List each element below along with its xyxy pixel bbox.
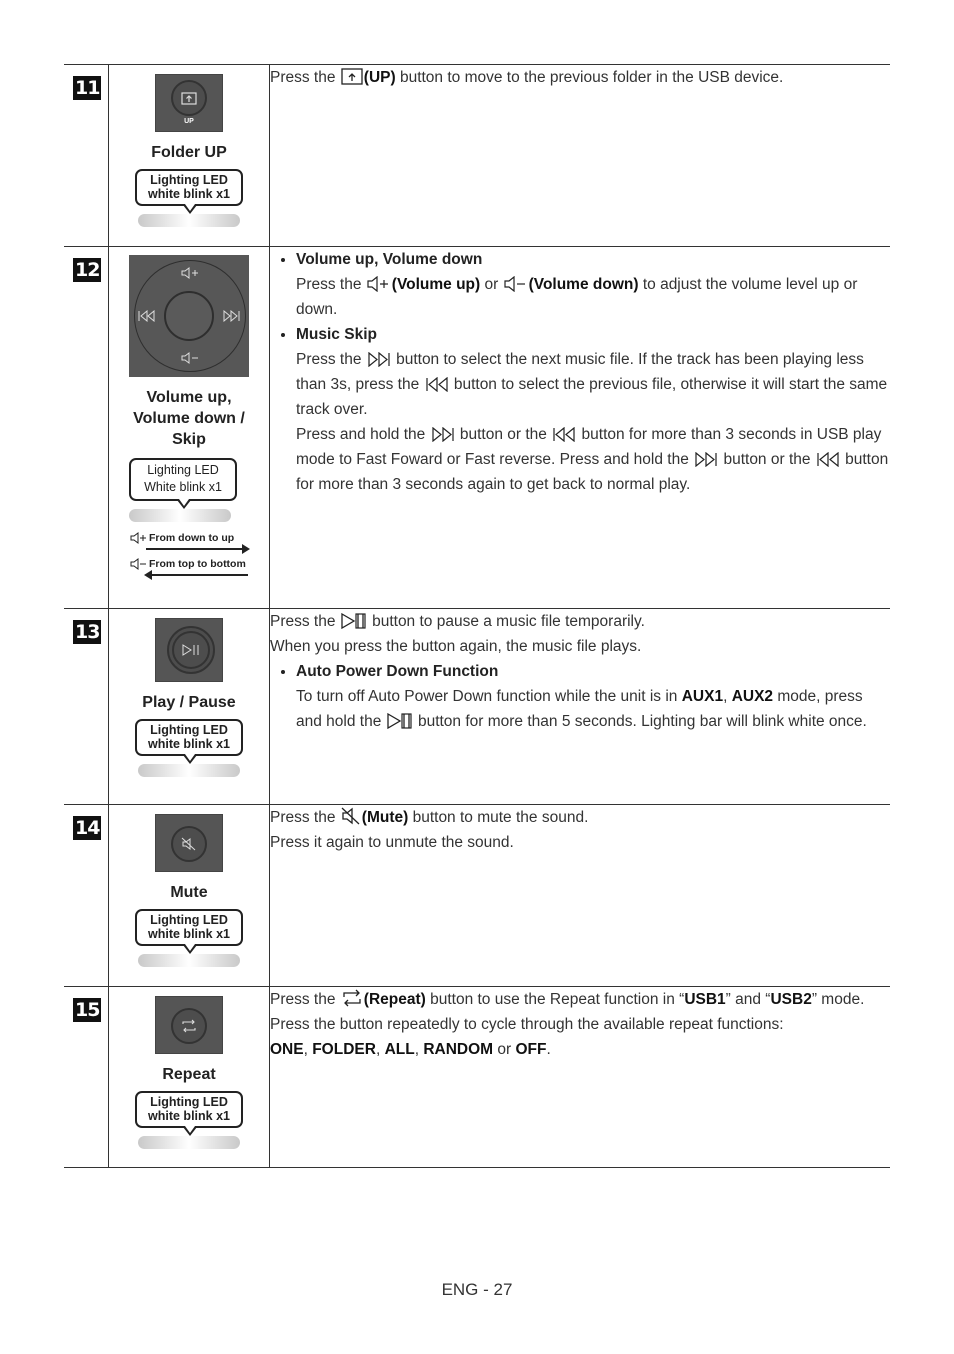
- description: Press the (Repeat) button to use the Repeat function in “USB1” and “USB2” mode. Press the button repeatedly to cycle through the available repeat functions: ONE, FOLDER, ALL, RANDOM or OFF.: [270, 987, 891, 1168]
- arrow-left-icon: [144, 570, 152, 580]
- row-number: 11: [75, 77, 100, 99]
- play-pause-icon: [387, 713, 413, 729]
- previous-icon: [425, 377, 449, 392]
- row-repeat: [64, 987, 890, 1168]
- volume-up-icon: [367, 276, 391, 292]
- row-volume-skip: [64, 247, 890, 609]
- lighting-bar: [138, 954, 240, 967]
- led-bubble: Lighting LED white blink x1: [135, 909, 243, 946]
- repeat-icon: [180, 1019, 198, 1033]
- volume-skip-dial-image: [129, 255, 249, 377]
- next-icon: [367, 352, 391, 367]
- row-number: 13: [75, 621, 100, 643]
- folder-up-icon: [341, 68, 363, 85]
- lighting-bar: [138, 764, 240, 777]
- next-icon: [431, 427, 455, 442]
- lighting-bar: [138, 214, 240, 227]
- volume-up-direction: From down to up: [130, 530, 248, 556]
- button-label: Play / Pause: [142, 694, 236, 711]
- previous-icon: [552, 427, 576, 442]
- button-label: Folder UP: [151, 144, 227, 161]
- description: • Volume up, Volume down Press the (Volume up) or (Volume down) to adjust the volume level up or down. • Music Skip Press the button to select the next music file. If the track has been playing less than 3s, press the button to select the previous file, otherwise it will start the same track over. Press and hold the button or the button for more than 3 seconds in USB play mode to Fast Foward or Fast reverse. Press and hold the button or the button for more than 3 seconds again to get back to normal play.: [270, 247, 891, 609]
- volume-down-direction: From top to bottom: [130, 556, 248, 582]
- page-footer: ENG - 27: [441, 1280, 513, 1299]
- repeat-button-image: [155, 996, 223, 1054]
- mute-icon: [341, 807, 361, 825]
- row-number: 14: [75, 817, 100, 839]
- row-play-pause: [64, 609, 890, 805]
- folder-up-button-image: [155, 74, 223, 132]
- folder-up-icon: [181, 91, 197, 105]
- button-label: Repeat: [162, 1066, 216, 1083]
- volume-down-icon: [130, 558, 148, 570]
- next-icon: [222, 310, 240, 322]
- volume-down-icon: [181, 352, 201, 364]
- button-label: Volume up, Volume down / Skip: [133, 389, 245, 448]
- previous-icon: [138, 310, 156, 322]
- arrow-right-icon: [242, 544, 250, 554]
- row-number: 12: [75, 259, 100, 281]
- led-bubble: Lighting LED White blink x1: [129, 458, 237, 501]
- button-label: Mute: [170, 884, 208, 901]
- led-bubble: Lighting LED white blink x1: [135, 719, 243, 756]
- mute-icon: [181, 837, 197, 851]
- description: Press the (Mute) button to mute the sound. Press it again to unmute the sound.: [270, 805, 891, 987]
- play-pause-icon: [341, 613, 367, 629]
- description: Press the button to pause a music file temporarily. When you press the button again, the music file plays. • Auto Power Down Function To turn off Auto Power Down function while the unit is in AUX1, AUX2 mode, press and hold the button for more than 5 seconds. Lighting bar will blink white once.: [270, 609, 891, 805]
- play-pause-button-image: [155, 618, 223, 682]
- led-bubble: Lighting LED white blink x1: [135, 1091, 243, 1128]
- row-mute: [64, 805, 890, 987]
- volume-up-icon: [181, 267, 201, 279]
- play-pause-icon: [182, 644, 200, 656]
- led-bubble: Lighting LED white blink x1: [135, 169, 243, 206]
- row-number: 15: [75, 999, 100, 1021]
- volume-up-icon: [130, 532, 148, 544]
- lighting-bar: [129, 509, 231, 522]
- volume-down-icon: [504, 276, 528, 292]
- mute-button-image: [155, 814, 223, 872]
- previous-icon: [816, 452, 840, 467]
- repeat-icon: [341, 989, 363, 1007]
- description: Press the (UP) button to move to the previous folder in the USB device.: [270, 65, 891, 247]
- function-table: [64, 64, 890, 1168]
- next-icon: [694, 452, 718, 467]
- row-folder-up: [64, 65, 890, 247]
- up-caption: UP: [184, 118, 194, 125]
- lighting-bar: [138, 1136, 240, 1149]
